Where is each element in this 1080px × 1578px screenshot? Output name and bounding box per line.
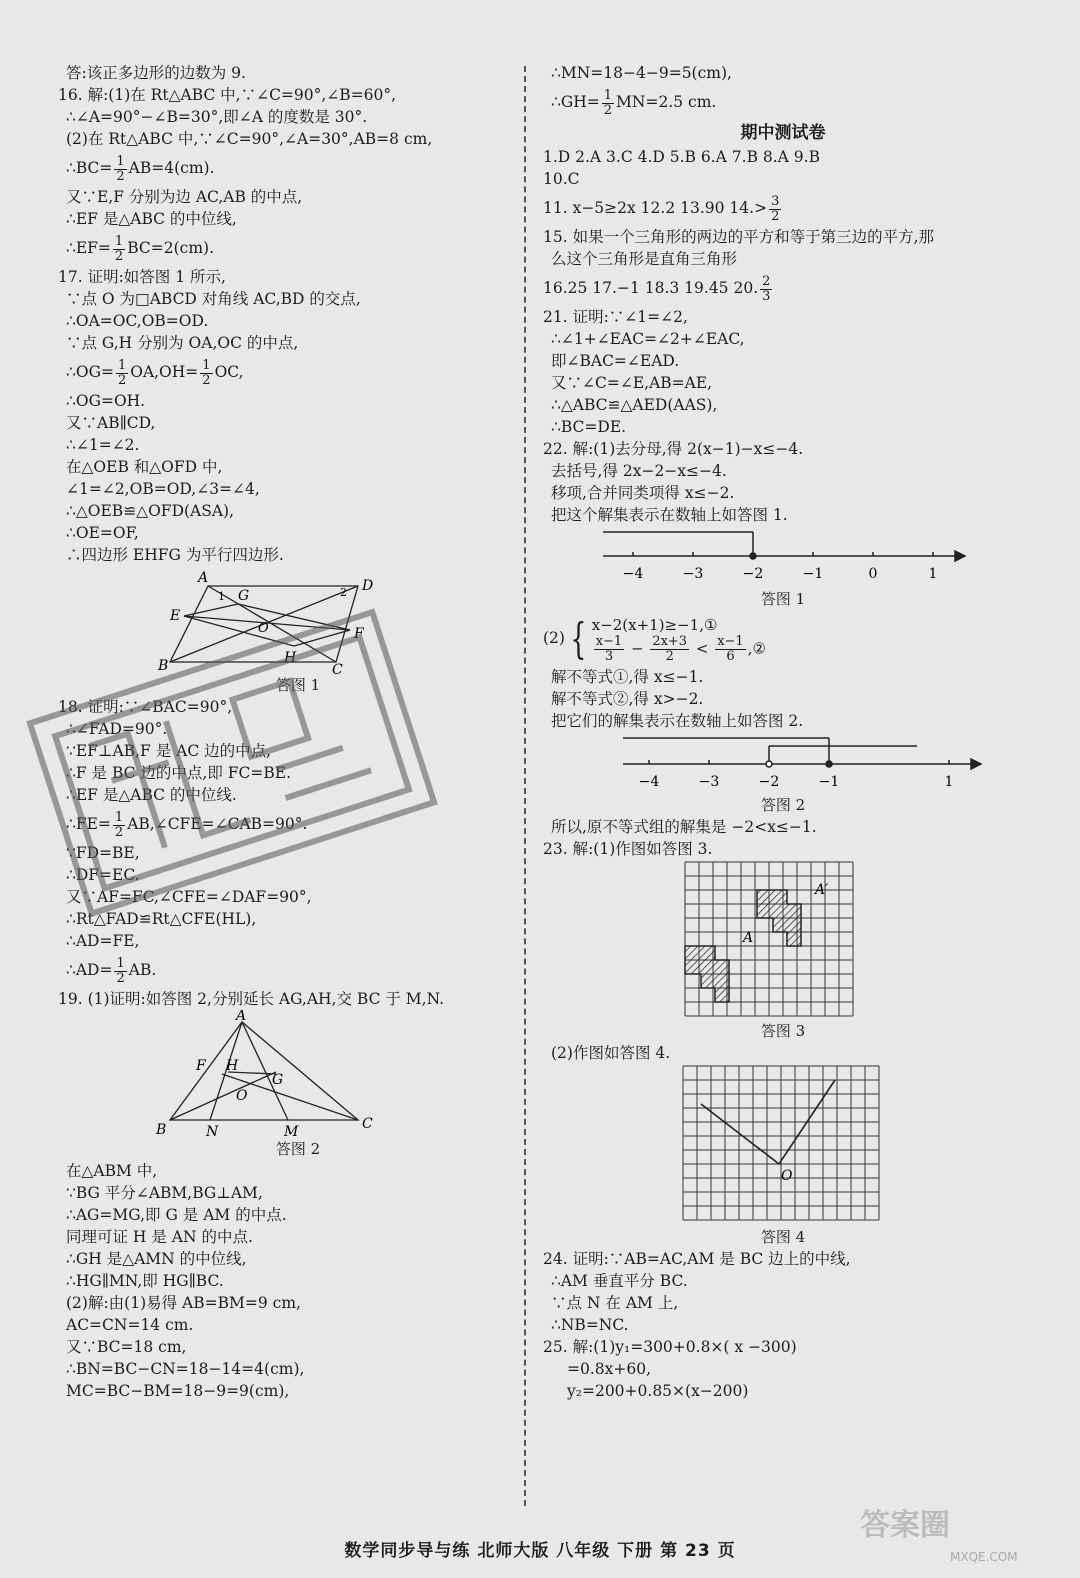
site-watermark: 答案圈 — [860, 1508, 950, 1543]
text-line: ∴AD=FE, — [66, 932, 140, 950]
svg-text:−4: −4 — [638, 774, 660, 790]
figure-1 — [58, 566, 538, 674]
svg-text:O: O — [781, 1168, 793, 1184]
text-line: ∴∠FAD=90°. — [66, 720, 168, 738]
fraction: $\frac{3}{2}$ — [771, 193, 780, 224]
fraction: $\frac{1}{2}$ — [114, 233, 124, 264]
text-line: ∵BG 平分∠ABM,BG⊥AM, — [66, 1184, 263, 1202]
svg-text:−3: −3 — [682, 566, 704, 582]
fraction: $\frac{1}{2}$ — [117, 357, 127, 388]
svg-text:−2: −2 — [758, 774, 780, 790]
svg-text:N: N — [206, 1124, 219, 1138]
parallelogram-diagram — [58, 566, 538, 674]
text-line: =0.8x+60, — [567, 1360, 652, 1378]
text-line: 10.C — [543, 170, 580, 188]
svg-text:B: B — [156, 1122, 167, 1138]
text-line: 解不等式①,得 x≤−1. — [551, 668, 704, 686]
grid-figure-4 — [543, 1064, 1023, 1226]
figure-caption: 答图 1 — [760, 590, 806, 608]
svg-text:O: O — [236, 1088, 248, 1104]
svg-text:−3: −3 — [698, 774, 720, 790]
text-line: 22. 解:(1)去分母,得 2(x−1)−x≤−4. — [543, 440, 804, 458]
text-line: 解不等式②,得 x>−2. — [551, 690, 704, 708]
text-line: ∴HG∥MN,即 HG∥BC. — [66, 1272, 224, 1290]
right-column — [543, 62, 1023, 1402]
shape-original — [685, 946, 729, 1002]
text-line: ∴OG=OH. — [66, 392, 146, 410]
text-line: ∴NB=NC. — [551, 1316, 629, 1334]
text-line: ∴△OEB≌△OFD(ASA), — [66, 502, 235, 520]
svg-text:M: M — [284, 1124, 299, 1138]
figure-caption: 答图 3 — [760, 1022, 806, 1040]
text-line: 同理可证 H 是 AN 的中点. — [66, 1228, 253, 1246]
text-line: 又∵E,F 分别为边 AC,AB 的中点, — [66, 188, 303, 206]
text-line: 把它们的解集表示在数轴上如答图 2. — [551, 712, 804, 730]
text-line: 在△ABM 中, — [66, 1162, 158, 1180]
text-line: 在△OEB 和△OFD 中, — [66, 458, 223, 476]
left-column — [58, 62, 538, 1402]
svg-text:−2: −2 — [742, 566, 764, 582]
figure-2 — [58, 1010, 538, 1138]
shape-translated — [757, 890, 801, 946]
text-line: ∴MN=18−4−9=5(cm), — [551, 64, 732, 82]
svg-text:1: 1 — [218, 590, 225, 603]
page-footer: 数学同步导与练 北师大版 八年级 下册 第 23 页 — [344, 1541, 736, 1561]
text-line: 21. 证明:∵∠1=∠2, — [543, 308, 688, 326]
text-line: ∴Rt△FAD≌Rt△CFE(HL), — [66, 910, 257, 928]
text-line: ∴EF= $\frac{1}{2}$ BC=2(cm). — [66, 233, 214, 264]
fraction: $\frac{2}{3}$ — [762, 273, 771, 304]
text-line: 么这个三角形是直角三角形 — [551, 250, 738, 268]
svg-text:−4: −4 — [622, 566, 644, 582]
text-line: ∴△ABC≌△AED(AAS), — [551, 396, 718, 414]
text-line: ∴四边形 EHFG 为平行四边形. — [66, 546, 284, 564]
site-watermark-url: MXQE.COM — [950, 1550, 1018, 1564]
text-line: ∵FD=BE, — [66, 844, 140, 862]
svg-text:D: D — [362, 578, 374, 594]
svg-text:F: F — [354, 626, 364, 642]
svg-text:H: H — [226, 1058, 239, 1074]
text-line: 答:该正多边形的边数为 9. — [66, 64, 246, 82]
text-line: ∴∠A=90°−∠B=30°,即∠A 的度数是 30°. — [66, 108, 368, 126]
svg-text:1: 1 — [928, 566, 938, 582]
text-line: 24. 证明:∵AB=AC,AM 是 BC 边上的中线, — [543, 1250, 851, 1268]
fraction: $\frac{1}{2}$ — [202, 357, 211, 388]
text-line: 即∠BAC=∠EAD. — [551, 352, 680, 370]
text-line: ∴FE= $\frac{1}{2}$ AB,∠CFE=∠CAB=90°. — [66, 809, 308, 840]
text-line: 16.25 17.−1 18.3 19.45 20. $\frac{2}{3}$ — [543, 273, 771, 304]
text-line: 又∵AB∥CD, — [66, 414, 156, 432]
text-line: y₂=200+0.85×(x−200) — [567, 1382, 749, 1400]
text-line: ∴GH= $\frac{1}{2}$ MN=2.5 cm. — [551, 87, 717, 118]
brace-icon: { — [570, 614, 587, 663]
text-line: 又∵AF=FC,∠CFE=∠DAF=90°, — [66, 888, 312, 906]
text-line: (2) { x−2(x+1)≥−1,① $\frac{x-1}{3}$ − $\frac{2x+3}{2}$ < $\frac{x-1}{6}$ ,② — [543, 614, 766, 664]
text-line: 18. 证明:∵∠BAC=90°, — [58, 698, 233, 716]
text-line: 把这个解集表示在数轴上如答图 1. — [551, 506, 788, 524]
number-line-1 — [543, 526, 1023, 588]
text-line: ∴∠1=∠2. — [66, 436, 140, 454]
text-line: ∠1=∠2,OB=OD,∠3=∠4, — [66, 480, 260, 498]
svg-text:−1: −1 — [802, 566, 824, 582]
triangle-diagram — [58, 1010, 538, 1138]
svg-text:2: 2 — [340, 586, 347, 599]
inequality-system: x−2(x+1)≥−1,① $\frac{x-1}{3}$ − $\frac{2x+3}{2}$ < $\frac{x-1}{6}$ ,② — [591, 615, 766, 664]
text-line: ∴AM 垂直平分 BC. — [551, 1272, 688, 1290]
fraction: $\frac{1}{2}$ — [116, 153, 125, 184]
text-line: ∴∠1+∠EAC=∠2+∠EAC, — [551, 330, 745, 348]
svg-text:−1: −1 — [818, 774, 840, 790]
text-line: ∴DF=EC. — [66, 866, 140, 884]
text-line: 11. x−5≥2x 12.2 13.90 14.> $\frac{3}{2}$ — [543, 193, 780, 224]
text-line: ∴OE=OF, — [66, 524, 139, 542]
svg-text:C: C — [362, 1116, 373, 1132]
svg-text:F: F — [196, 1058, 206, 1074]
text-line: 去括号,得 2x−2−x≤−4. — [551, 462, 727, 480]
text-line: ∴BN=BC−CN=18−14=4(cm), — [66, 1360, 305, 1378]
svg-text:E: E — [170, 608, 181, 624]
figure-caption: 答图 2 — [760, 796, 806, 814]
figure-caption: 答图 4 — [760, 1228, 806, 1246]
svg-text:C: C — [332, 662, 343, 674]
text-line: ∵EF⊥AB,F 是 AC 边的中点, — [66, 742, 272, 760]
text-line: ∴BC=DE. — [551, 418, 627, 436]
text-line: 16. 解:(1)在 Rt△ABC 中,∵∠C=90°,∠B=60°, — [58, 86, 397, 104]
text-line: 所以,原不等式组的解集是 −2<x≤−1. — [551, 818, 817, 836]
text-line: MC=BC−BM=18−9=9(cm), — [66, 1382, 290, 1400]
grid — [683, 1066, 879, 1220]
figure-caption: 答图 1 — [275, 676, 321, 694]
section-title: 期中测试卷 — [740, 123, 826, 143]
text-line: ∴EF 是△ABC 的中位线, — [66, 210, 237, 228]
svg-text:0: 0 — [868, 566, 878, 582]
text-line: 23. 解:(1)作图如答图 3. — [543, 840, 713, 858]
svg-text:1: 1 — [944, 774, 954, 790]
text-line: ∴AG=MG,即 G 是 AM 的中点. — [66, 1206, 287, 1224]
svg-text:H: H — [284, 650, 297, 666]
text-line: ∴GH 是△AMN 的中位线, — [66, 1250, 247, 1268]
text-line: ∴OA=OC,OB=OD. — [66, 312, 209, 330]
text-line: 15. 如果一个三角形的两边的平方和等于第三边的平方,那 — [543, 228, 935, 246]
svg-text:G: G — [238, 588, 250, 604]
text-line: ∵点 O 为□ABCD 对角线 AC,BD 的交点, — [66, 290, 361, 308]
text-line: ∵点 N 在 AM 上, — [551, 1294, 679, 1312]
fraction: $\frac{1}{2}$ — [603, 87, 613, 118]
text-line: (2)解:由(1)易得 AB=BM=9 cm, — [66, 1294, 301, 1312]
fraction: $\frac{1}{2}$ — [116, 955, 125, 986]
text-line: ∴OG= $\frac{1}{2}$ OA,OH= $\frac{1}{2}$ OC, — [66, 357, 244, 388]
fraction: $\frac{1}{2}$ — [114, 809, 124, 840]
svg-text:G: G — [272, 1072, 284, 1088]
text-line: 又∵BC=18 cm, — [66, 1338, 187, 1356]
svg-text:A: A — [743, 930, 754, 946]
text-line: ∵点 G,H 分别为 OA,OC 的中点, — [66, 334, 299, 352]
text-line: ∴AD= $\frac{1}{2}$ AB. — [66, 955, 157, 986]
text-line: AC=CN=14 cm. — [66, 1316, 194, 1334]
svg-text:A′: A′ — [815, 882, 829, 898]
text-line: 25. 解:(1)y₁=300+0.8×( x −300) — [543, 1338, 797, 1356]
text-line: (2)在 Rt△ABC 中,∵∠C=90°,∠A=30°,AB=8 cm, — [66, 130, 433, 148]
text-line: (2)作图如答图 4. — [551, 1044, 671, 1062]
text-line: 1.D 2.A 3.C 4.D 5.B 6.A 7.B 8.A 9.B — [543, 148, 820, 166]
text-line: 又∵∠C=∠E,AB=AE, — [551, 374, 713, 392]
figure-caption: 答图 2 — [275, 1140, 321, 1158]
text-line: ∴F 是 BC 边的中点,即 FC=BE. — [66, 764, 292, 782]
text-line: 17. 证明:如答图 1 所示, — [58, 268, 226, 286]
svg-text:A: A — [236, 1010, 247, 1024]
svg-text:O: O — [258, 621, 269, 636]
svg-text:B: B — [158, 658, 169, 674]
number-line-2 — [543, 732, 1023, 794]
text-line: 移项,合并同类项得 x≤−2. — [551, 484, 735, 502]
text-line: ∴EF 是△ABC 的中位线. — [66, 786, 237, 804]
grid-figure-3 — [543, 860, 1023, 1020]
text-line: 19. (1)证明:如答图 2,分别延长 AG,AH,交 BC 于 M,N. — [58, 990, 445, 1008]
text-line: ∴BC= $\frac{1}{2}$ AB=4(cm). — [66, 153, 215, 184]
svg-text:A: A — [198, 570, 209, 586]
